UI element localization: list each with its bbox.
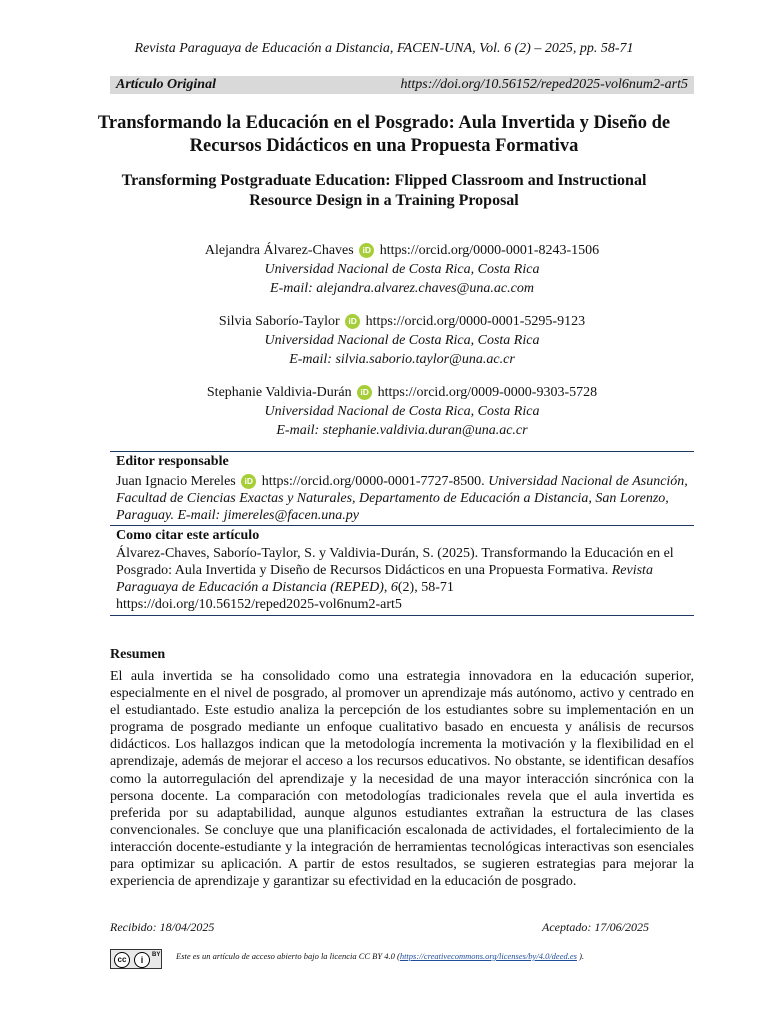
divider bbox=[110, 525, 694, 526]
citation-box bbox=[110, 527, 694, 613]
attribution-icon: i bbox=[134, 952, 150, 968]
author-institution: Universidad Nacional de Costa Rica, Costa Rica bbox=[264, 333, 540, 348]
article-type-label: Artículo Original bbox=[116, 77, 216, 92]
editor-body bbox=[110, 473, 694, 524]
editor-affiliation: Universidad Nacional de Asunción, Facultad de Ciencias Exactas y Naturales, Departamento de Educación a Distancia, San Lorenzo, Paraguay. E-mail: jimereles@facen.una.py bbox=[116, 474, 688, 523]
citation-body: Álvarez-Chaves, Saborío-Taylor, S. y Valdivia-Durán, S. (2025). Transformando la Educación en el Posgrado: Aula Invertida y Diseño de Recursos Didácticos en una Propuesta Formativa. Revista Paraguaya de Educación a Distancia (REPED), 6(2), 58-71 https://doi.org/10.56152/reped2025-vol6num2-art5 bbox=[116, 546, 674, 612]
citation-issue-pages: (2), 58-71 bbox=[397, 580, 454, 595]
orcid-icon: iD bbox=[357, 385, 372, 400]
journal-header: Revista Paraguaya de Educación a Distancia, FACEN-UNA, Vol. 6 (2) – 2025, pp. 58-71 bbox=[134, 41, 634, 56]
license-text: Este es un artículo de acceso abierto bajo la licencia CC BY 4.0 ( bbox=[176, 951, 400, 961]
author-institution: Universidad Nacional de Costa Rica, Costa Rica bbox=[264, 262, 540, 277]
editor-orcid-link[interactable]: https://orcid.org/0000-0001-7727-8500. bbox=[261, 474, 485, 489]
header-doi-link[interactable]: https://doi.org/10.56152/reped2025-vol6num2-art5 bbox=[400, 77, 688, 92]
citation-heading: Como citar este artículo bbox=[116, 528, 260, 543]
citation-journal: Revista Paraguaya de Educación a Distancia (REPED) bbox=[116, 563, 653, 595]
divider bbox=[110, 615, 694, 616]
author-block-2 bbox=[0, 312, 768, 369]
accepted-date: Aceptado: 17/06/2025 bbox=[542, 920, 649, 934]
author-orcid-link[interactable]: https://orcid.org/0000-0001-5295-9123 bbox=[365, 314, 586, 329]
title-spanish: Transformando la Educación en el Posgrado: Aula Invertida y Diseño de Recursos Didácticos en una Propuesta Formativa bbox=[97, 113, 671, 156]
author-email[interactable]: E-mail: alejandra.alvarez.chaves@una.ac.com bbox=[270, 281, 534, 296]
article-type-bar bbox=[110, 76, 694, 94]
received-date: Recibido: 18/04/2025 bbox=[110, 920, 215, 934]
author-email[interactable]: E-mail: silvia.saborio.taylor@una.ac.cr bbox=[289, 352, 515, 367]
author-orcid-link[interactable]: https://orcid.org/0000-0001-8243-1506 bbox=[379, 243, 600, 258]
divider bbox=[110, 451, 694, 452]
license-notice bbox=[176, 951, 696, 961]
editor-heading: Editor responsable bbox=[116, 454, 229, 469]
license-link[interactable]: https://creativecommons.org/licenses/by/4.0/deed.es bbox=[399, 951, 577, 961]
author-name: Silvia Saborío-Taylor bbox=[218, 314, 340, 329]
author-name: Alejandra Álvarez-Chaves bbox=[204, 243, 354, 258]
orcid-icon: iD bbox=[359, 243, 374, 258]
editor-name: Juan Ignacio Mereles bbox=[116, 474, 236, 489]
author-name: Stephanie Valdivia-Durán bbox=[206, 385, 352, 400]
author-orcid-link[interactable]: https://orcid.org/0009-0000-9303-5728 bbox=[377, 385, 598, 400]
cc-icon: cc bbox=[114, 952, 130, 968]
cc-by-license-badge[interactable] bbox=[110, 949, 162, 969]
orcid-icon: iD bbox=[241, 474, 256, 489]
citation-volume: 6 bbox=[390, 580, 398, 595]
abstract-heading: Resumen bbox=[110, 647, 166, 662]
by-label: BY bbox=[152, 952, 161, 958]
title-english: Transforming Postgraduate Education: Flipped Classroom and Instructional Resource Design in a Training Proposal bbox=[121, 172, 647, 209]
license-text-end: ). bbox=[576, 951, 585, 961]
author-block-1 bbox=[0, 241, 768, 298]
abstract-text: El aula invertida se ha consolidado como una estrategia innovadora en la educación superior, especialmente en el nivel de posgrado, al promover un aprendizaje más autónomo, activo y centrado en el estudiantado. Este estudio analiza la percepción de los estudiantes sobre su implementación en un programa de posgrado mediante un enfoque cualitativo basado en encuesta y análisis de recursos didácticos. Los hallazgos indican que la metodología incrementa la motivación y la flexibilidad en el aprendizaje, además de mejorar el acceso a los recursos educativos. No obstante, se identifican desafíos como la autorregulación del aprendizaje y la necesidad de una mayor interacción sincrónica con la persona docente. La comparación con metodologías tradicionales revela que el aula invertida es preferida por su adaptabilidad, aunque algunos estudiantes extrañan la estructura de las clases convencionales. Se concluye que una planificación escalonada de actividades, el fortalecimiento de la interacción docente-estudiante y la integración de herramientas tecnológicas interactivas son esenciales para optimizar su aplicación. A partir de estos resultados, se sugieren estrategias para mejorar la experiencia de aprendizaje y garantizar su efectividad en la educación de posgrado. bbox=[110, 669, 694, 890]
author-institution: Universidad Nacional de Costa Rica, Costa Rica bbox=[264, 404, 540, 419]
citation-doi-link[interactable]: https://doi.org/10.56152/reped2025-vol6num2-art5 bbox=[116, 597, 402, 612]
author-email[interactable]: E-mail: stephanie.valdivia.duran@una.ac.cr bbox=[276, 423, 528, 438]
citation-text: Álvarez-Chaves, Saborío-Taylor, S. y Valdivia-Durán, S. (2025). Transformando la Educación en el Posgrado: Aula Invertida y Diseño de Recursos Didácticos en una Propuesta Formativa. bbox=[116, 546, 674, 578]
author-block-3 bbox=[0, 383, 768, 440]
editor-box bbox=[110, 453, 694, 524]
orcid-icon: iD bbox=[345, 314, 360, 329]
